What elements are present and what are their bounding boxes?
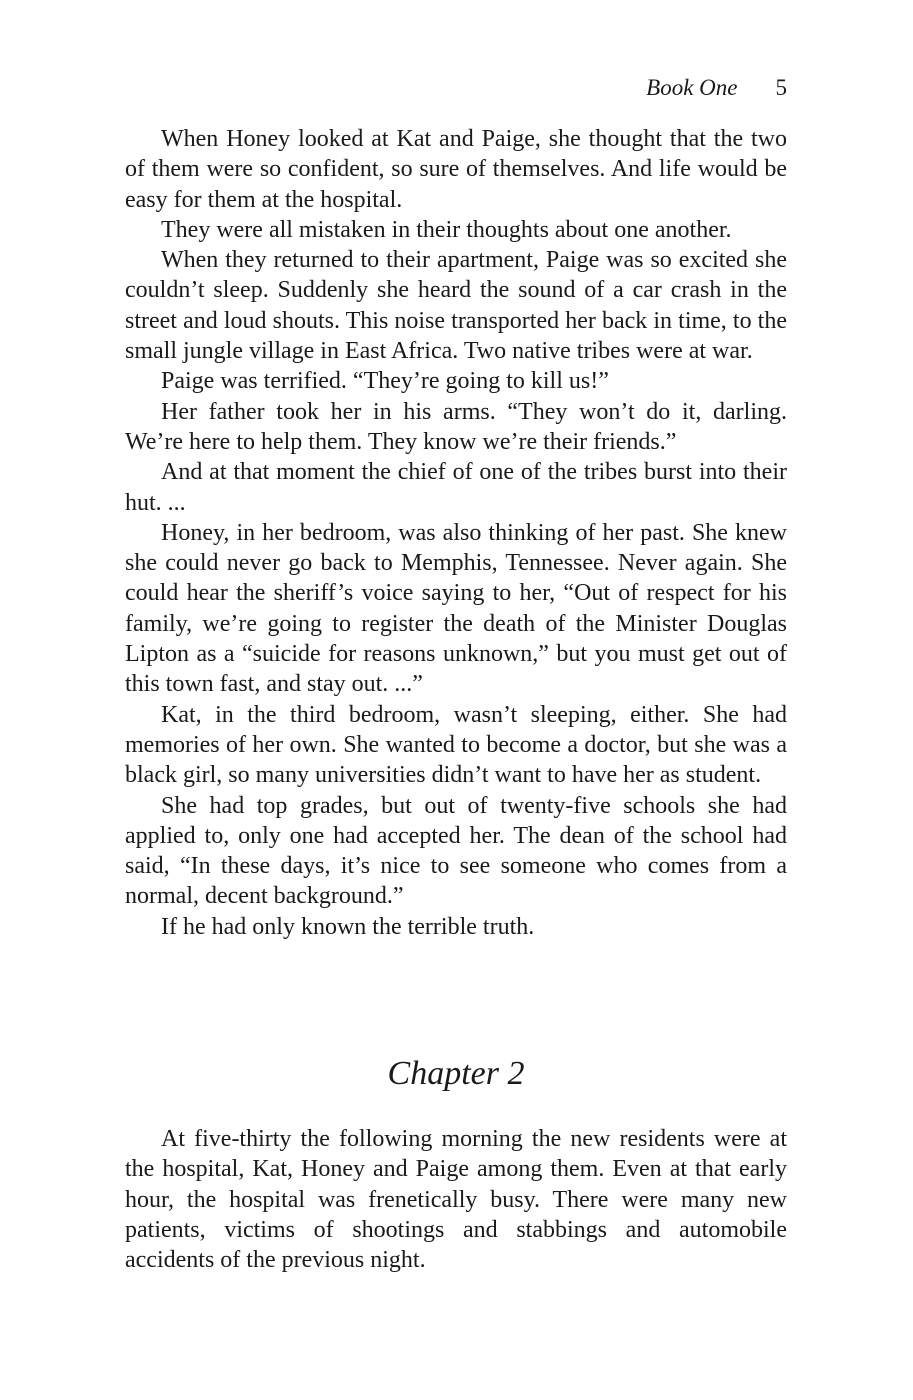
paragraph: And at that moment the chief of one of the tribes burst into their hut. ... (125, 459, 787, 516)
paragraph: Paige was terrified. “They’re going to kill us!” (161, 368, 609, 395)
paragraph: Honey, in her bedroom, was also thinking of her past. She knew she could never go back to Memphis, Tennessee. Never again. She could hear the sheriff’s voice saying to her, “Out of respect for his family, we’re going to register the death of the Minister Douglas Lipton as a “suicide for reasons unknown,” but you must get out of this town fast, and stay out. ...” (125, 519, 787, 698)
chapter-text (125, 1124, 787, 1275)
paragraph: Kat, in the third bedroom, wasn’t sleeping, either. She had memories of her own. She wanted to become a doctor, but she was a black girl, so many universities didn’t want to have her as student. (125, 701, 787, 789)
running-header (646, 74, 787, 102)
paragraph: She had top grades, but out of twenty-five schools she had applied to, only one had accepted her. The dean of the school had said, “In these days, it’s nice to see someone who comes from a normal, decent background.” (125, 792, 787, 910)
paragraph: At five-thirty the following morning the new residents were at the hospital, Kat, Honey and Paige among them. Even at that early hour, the hospital was frenetically busy. There were many new patients, victims of shootings and stabbings and automobile accidents of the previous night. (125, 1126, 787, 1274)
page-number: 5 (775, 75, 787, 100)
paragraph: If he had only known the terrible truth. (161, 913, 535, 940)
paragraph: Her father took her in his arms. “They won’t do it, darling. We’re here to help them. They know we’re their friends.” (125, 398, 787, 455)
paragraph: When Honey looked at Kat and Paige, she thought that the two of them were so confident, so sure of themselves. And life would be easy for them at the hospital. (125, 126, 787, 213)
running-header-title: Book One (646, 75, 738, 100)
body-text (125, 124, 787, 942)
paragraph: They were all mistaken in their thoughts about one another. (161, 216, 732, 243)
chapter-heading: Chapter 2 (387, 1055, 525, 1092)
paragraph: When they returned to their apartment, Paige was so excited she couldn’t sleep. Suddenly she heard the sound of a car crash in the street and loud shouts. This noise transported her back in time, to the small jungle village in East Africa. Two native tribes were at war. (125, 247, 787, 365)
